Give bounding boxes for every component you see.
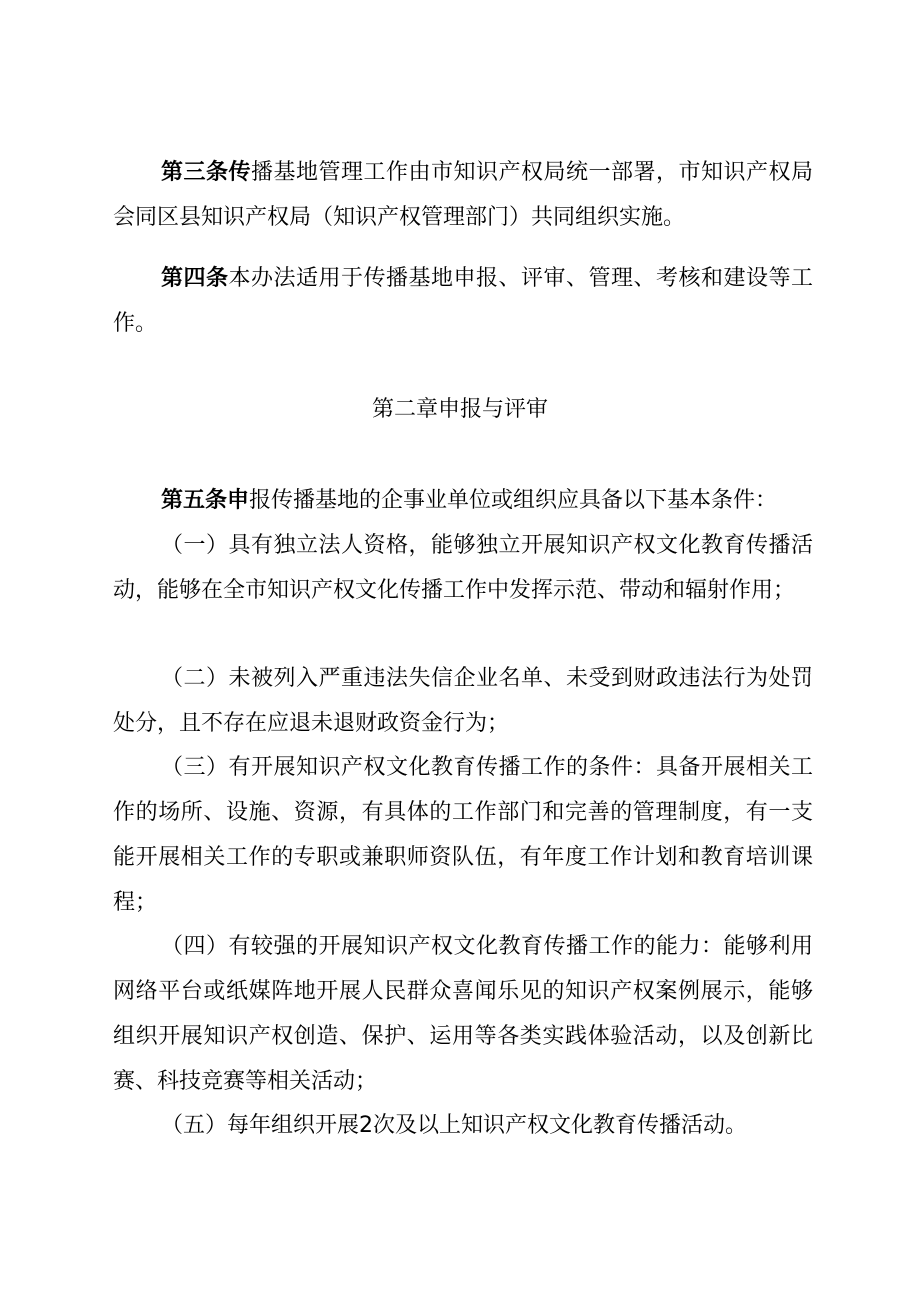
chapter-title: 第二章申报与评审 bbox=[371, 397, 548, 422]
article-4 bbox=[113, 256, 813, 346]
article-5 bbox=[113, 478, 813, 523]
condition-2: （二）未被列入严重违法失信企业名单、未受到财政违法行为处罚处分，且不存在应退未退财政资金行为； bbox=[113, 666, 813, 736]
article-4-heading: 第四条 bbox=[161, 266, 229, 291]
article-3-text: 播基地管理工作由市知识产权局统一部署，市知识产权局会同区县知识产权局（知识产权管理部门）共同组织实施。 bbox=[113, 160, 813, 230]
condition-5: （五）每年组织开展2次及以上知识产权文化教育传播活动。 bbox=[161, 1113, 747, 1138]
condition-3: （三）有开展知识产权文化教育传播工作的条件：具备开展相关工作的场所、设施、资源，有具体的工作部门和完善的管理制度，有一支能开展相关工作的专职或兼职师资队伍，有年度工作计划和教育培训课程； bbox=[113, 755, 813, 915]
condition-4: （四）有较强的开展知识产权文化教育传播工作的能力：能够利用网络平台或纸媒阵地开展人民群众喜闻乐见的知识产权案例展示，能够组织开展知识产权创造、保护、运用等各类实践体验活动，以及创新比赛、科技竞赛等相关活动； bbox=[113, 934, 813, 1094]
article-4-text: 本办法适用于传播基地申报、评审、管理、考核和建设等工作。 bbox=[113, 266, 813, 336]
condition-1: （一）具有独立法人资格，能够独立开展知识产权文化教育传播活动，能够在全市知识产权文化传播工作中发挥示范、带动和辐射作用； bbox=[113, 533, 813, 603]
article-3-heading: 第三条传 bbox=[161, 160, 251, 185]
article-3 bbox=[113, 150, 813, 240]
article-5-heading: 第五条申 bbox=[161, 488, 250, 513]
article-5-text: 报传播基地的企事业单位或组织应具备以下基本条件： bbox=[249, 488, 778, 513]
